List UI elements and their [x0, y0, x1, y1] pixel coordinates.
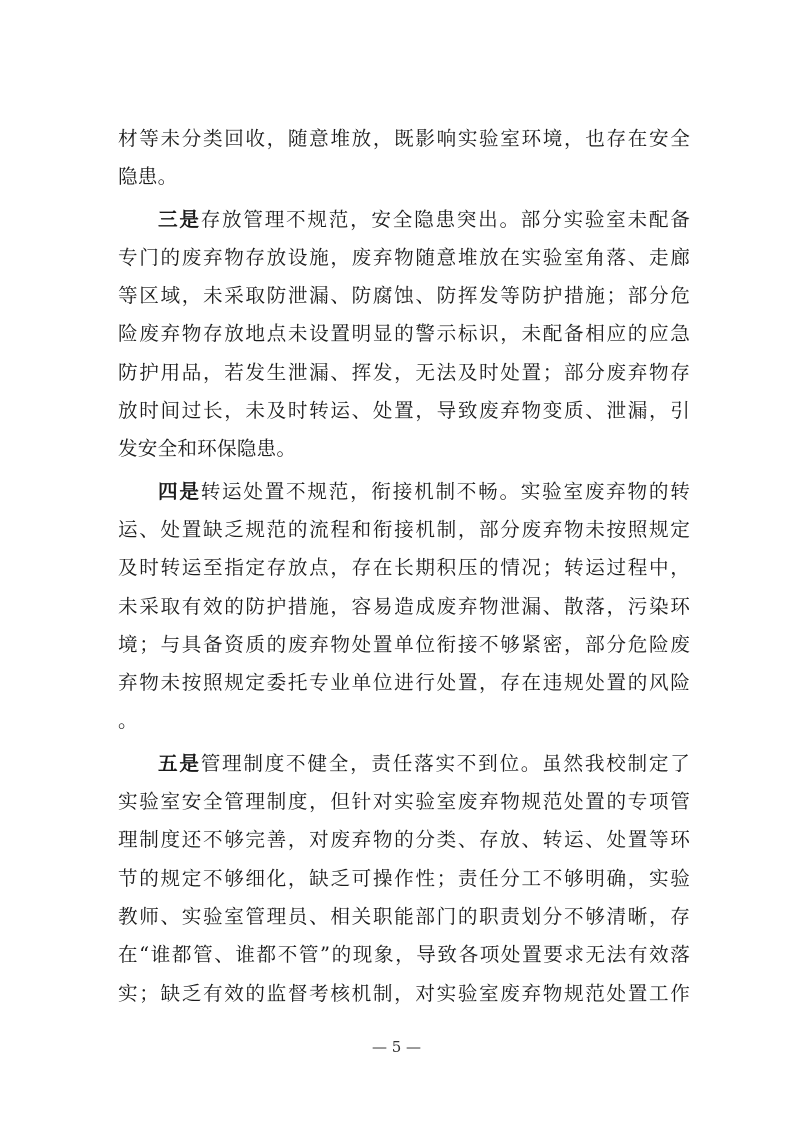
text-line: 发安全和环保隐患。 — [118, 437, 297, 461]
text-line: 及时转运至指定存放点，存在长期积压的情况；转运过程中， — [118, 556, 690, 580]
text-line: 未采取有效的防护措施，容易造成废弃物泄漏、散落，污染环 — [118, 594, 690, 618]
text-line — [118, 745, 690, 783]
text-line: 弃物未按照规定委托专业单位进行处置，存在违规处置的风险 — [118, 671, 690, 695]
text-line: 在“谁都管、谁都不管”的现象，导致各项处置要求无法有效落 — [118, 943, 690, 967]
text-line: 教师、实验室管理员、相关职能部门的职责划分不够清晰，存 — [118, 904, 690, 928]
text-line: 等区域，未采取防泄漏、防腐蚀、防挥发等防护措施；部分危 — [118, 284, 690, 308]
page-number: — 5 — — [371, 1038, 422, 1056]
text-line: 运、处置缺乏规范的流程和衔接机制，部分废弃物未按照规定 — [118, 517, 690, 541]
paragraph-lead: 三是 — [158, 207, 201, 231]
paragraph-lead: 四是 — [158, 479, 201, 503]
text-line — [118, 473, 690, 511]
text-line-content: 转运处置不规范，衔接机制不畅。实验室废弃物的转 — [200, 479, 690, 503]
text-line: 放时间过长，未及时转运、处置，导致废弃物变质、泄漏，引 — [118, 399, 690, 423]
text-line: 实；缺乏有效的监督考核机制，对实验室废弃物规范处置工作 — [118, 981, 690, 1005]
text-line: 防护用品，若发生泄漏、挥发，无法及时处置；部分废弃物存 — [118, 360, 690, 384]
text-line: 实验室安全管理制度，但针对实验室废弃物规范处置的专项管 — [118, 790, 690, 814]
paragraph-four — [118, 473, 690, 741]
text-line: 险废弃物存放地点未设置明显的警示标识，未配备相应的应急 — [118, 322, 690, 346]
text-line: 隐患。 — [118, 165, 178, 189]
text-line: 境；与具备资质的废弃物处置单位衔接不够紧密，部分危险废 — [118, 632, 690, 656]
text-line-content: 存放管理不规范，安全隐患突出。部分实验室未配备 — [200, 207, 690, 231]
text-line-content: 管理制度不健全，责任落实不到位。虽然我校制定了 — [200, 751, 690, 775]
text-line: 材等未分类回收，随意堆放，既影响实验室环境，也存在安全 — [118, 127, 690, 150]
text-line — [118, 201, 690, 239]
paragraph-five — [118, 745, 690, 1013]
document-body — [118, 120, 690, 1013]
text-line: 理制度还不够完善，对废弃物的分类、存放、转运、处置等环 — [118, 828, 690, 852]
paragraph-lead: 五是 — [158, 751, 201, 775]
text-line: 。 — [118, 709, 138, 733]
text-line: 节的规定不够细化，缺乏可操作性；责任分工不够明确，实验 — [118, 866, 690, 890]
paragraph-three — [118, 201, 690, 469]
text-line: 专门的废弃物存放设施，废弃物随意堆放在实验室角落、走廊 — [118, 245, 690, 269]
paragraph-continuation — [118, 120, 690, 197]
